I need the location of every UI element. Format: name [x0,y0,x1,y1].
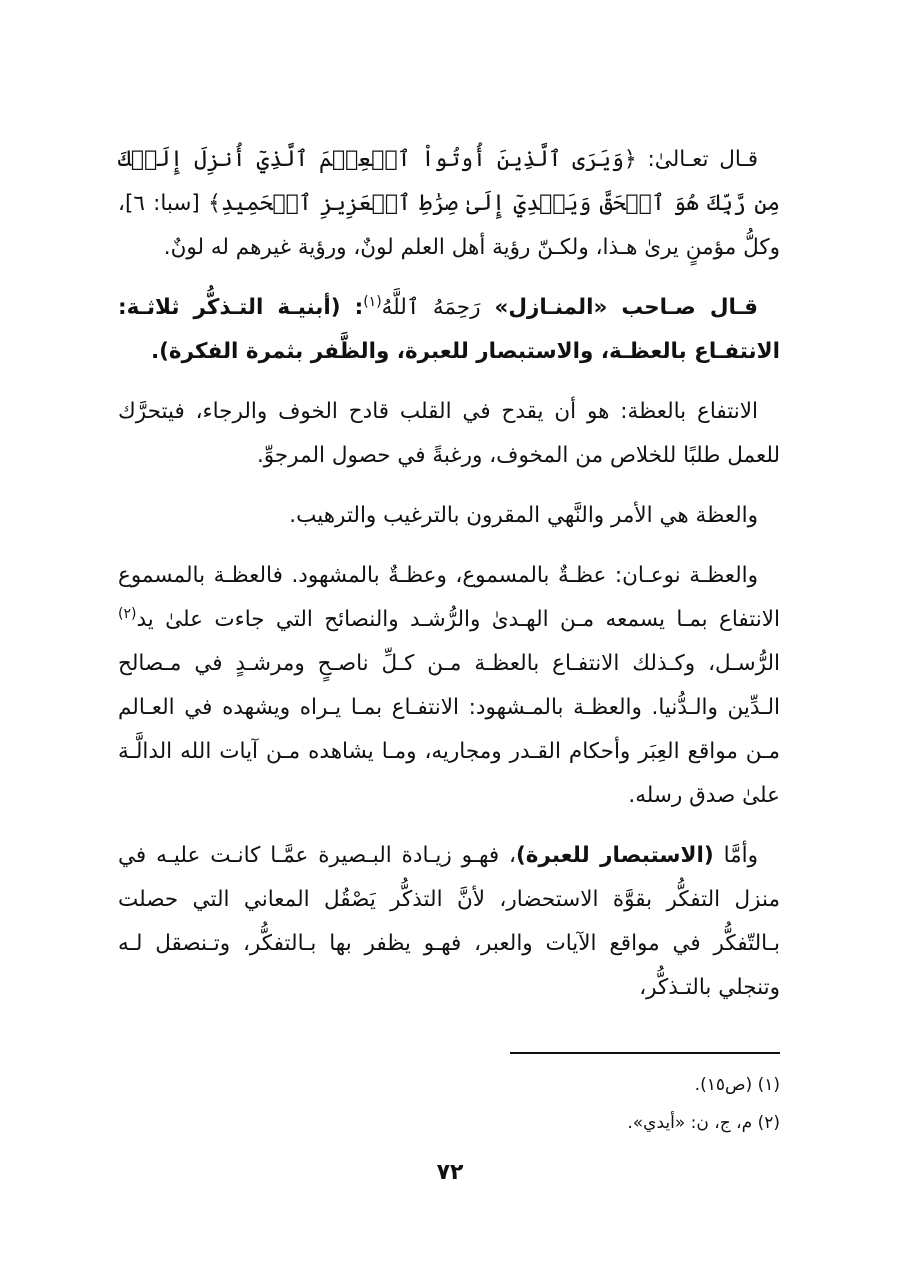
quran-verse: ﴿وَيَرَى ٱلَّذِينَ أُوتُواْ ٱلۡعِلۡمَ ٱلَّذِيٓ أُنزِلَ إِلَيۡكَ مِن رَّبِّكَ هُوَ ٱلۡحَقَّ وَيَهۡدِيٓ إِلَىٰ صِرَٰطِ ٱلۡعَزِيزِ ٱلۡحَمِيدِ﴾ [118,147,781,216]
honorific: رَحِمَهُ ٱللَّهُ [381,295,481,320]
footnote-separator [510,1052,780,1054]
paragraph-4-text: والعظة هي الأمر والنَّهي المقرون بالترغيب والترهيب. [289,503,758,528]
footnote-2 [120,1104,780,1142]
paragraph-2 [118,286,780,374]
paragraph-6-text-b: ، فهـو زيـادة البـصيرة عمَّـا كانـت عليـه في منزل التفكُّر بقوَّة الاستحضار، لأنَّ التذكُّر يَصْقُل المعاني التي حصلت بـالتّفكُّر في مواقع الآيات والعبر، فهـو يظفر بها بـالتفكُّر، وتـنصقل لـه وتنجلي بالتـذكُّر، [118,843,780,1000]
footnote-2-number: (٢) [757,1113,780,1133]
paragraph-4 [118,494,780,538]
footnote-1 [120,1066,780,1104]
paragraph-5 [118,554,780,818]
footnotes [120,1066,780,1142]
footnote-ref-2[interactable]: (٢) [118,605,137,622]
paragraph-6-bold: (الاستبصار للعبرة) [515,843,714,868]
paragraph-5-text-b: الرُّسـل، وكـذلك الانتفـاع بالعظـة مـن كـلِّ ناصـحٍ ومرشـدٍ في مـصالح الـدِّين والـدُّنيا. والعظـة بالمـشهود: الانتفـاع بمـا يـراه ويشهده في العـالم مـن مواقع العِبَر وأحكام القـدر ومجاريه، ومـا يشاهده مـن آيات الله الدالَّـة علىٰ صدق رسله. [118,651,780,808]
footnote-2-text: م، ج، ن: «أيدي». [627,1113,758,1133]
paragraph-1 [118,138,780,270]
quote-text: : (أبنيـة التـذكُّر ثلاثـة: الانتفـاع بالعظـة، والاستبصار للعبرة، والظَّفر بثمرة الفكرة). [118,295,780,364]
paragraph-1-lead: قـال تعـالىٰ: [636,147,759,172]
paragraph-1-rest: ، وكلُّ مؤمنٍ يرىٰ هـذا، ولكـنّ رؤية أهل العلم لونٌ، ورؤية غيرهم له لونٌ. [118,191,780,260]
page-number: ٧٢ [436,1160,464,1185]
footnote-1-text: (ص١٥). [694,1075,758,1095]
footnote-ref-1[interactable]: (١) [363,293,382,310]
paragraph-5-text-a: والعظـة نوعـان: عظـةٌ بالمسموع، وعظـةٌ بالمشهود. فالعظـة بالمسموع الانتفاع بمـا يسمعه مـن الهـدىٰ والرُّشـد والنصائح التي جاءت علىٰ يد [118,563,780,632]
paragraph-6-text-a: وأمَّا [713,843,758,868]
paragraph-3 [118,390,780,478]
quote-author: قـال صـاحب «المنـازل» [480,295,758,320]
verse-reference: [سبا: ٦] [124,191,208,216]
main-text [118,138,780,1026]
footnote-1-number: (١) [757,1075,780,1095]
paragraph-6 [118,834,780,1010]
paragraph-3-text: الانتفاع بالعظة: هو أن يقدح في القلب قادح الخوف والرجاء، فيتحرَّك للعمل طلبًا للخلاص من المخوف، ورغبةً في حصول المرجوِّ. [118,399,780,468]
